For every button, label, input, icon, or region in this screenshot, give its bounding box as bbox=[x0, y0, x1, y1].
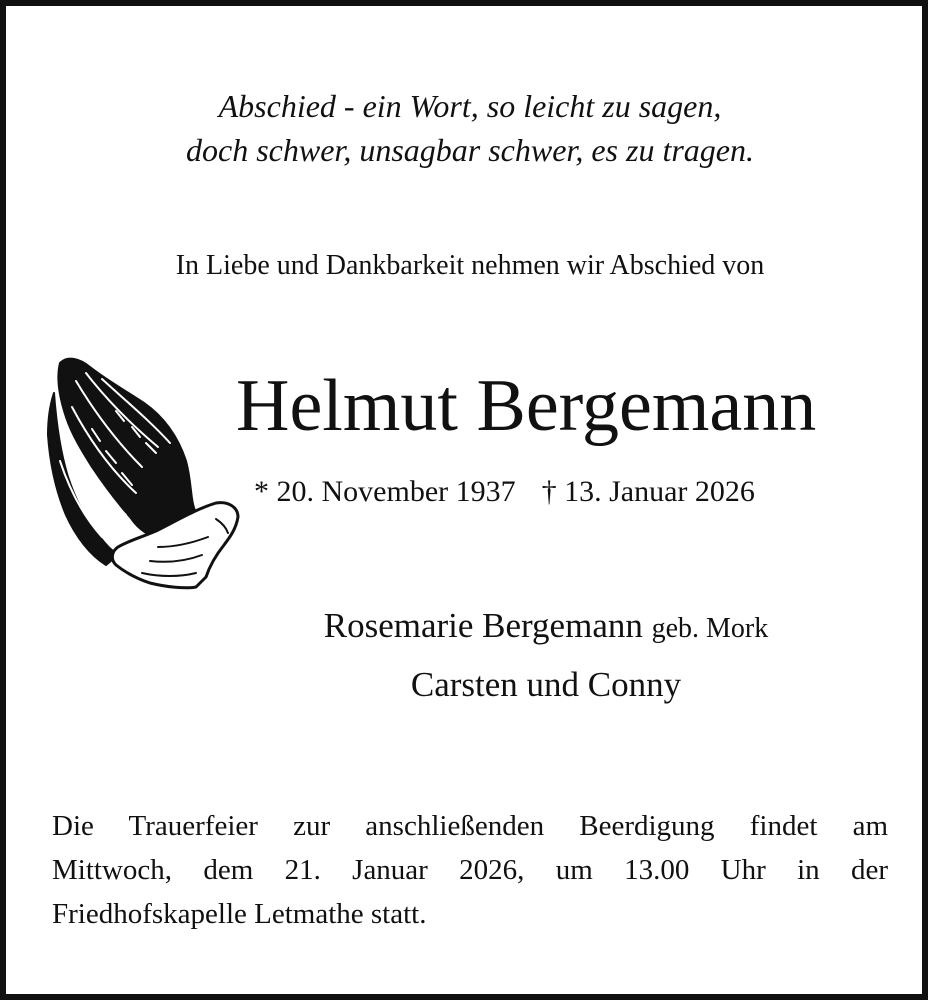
praying-hands-icon bbox=[46, 351, 240, 591]
service-details bbox=[52, 804, 888, 936]
poem-line-1: Abschied - ein Wort, so leicht zu sagen, bbox=[218, 88, 722, 124]
birth-date: * 20. November 1937 bbox=[254, 475, 516, 508]
children-names: Carsten und Conny bbox=[410, 665, 682, 704]
spouse-line bbox=[166, 598, 926, 657]
service-line-3: Friedhofskapelle Letmathe statt. bbox=[52, 898, 427, 930]
intro-text: In Liebe und Dankbarkeit nehmen wir Abschied von bbox=[175, 250, 765, 281]
poem bbox=[6, 84, 928, 172]
mourners bbox=[166, 598, 926, 713]
poem-line-2: doch schwer, unsagbar schwer, es zu tragen. bbox=[186, 132, 754, 168]
life-dates bbox=[254, 472, 854, 512]
deceased-name: Helmut Bergemann bbox=[236, 365, 817, 447]
service-line-1: Die Trauerfeier zur anschließenden Beerdigung findet am bbox=[52, 810, 888, 842]
spouse-name: Rosemarie Bergemann bbox=[323, 606, 643, 645]
spouse-maiden-name: geb. Mork bbox=[651, 613, 769, 644]
death-date: † 13. Januar 2026 bbox=[541, 475, 755, 508]
service-line-2: Mittwoch, dem 21. Januar 2026, um 13.00 Uhr in der bbox=[52, 854, 888, 886]
